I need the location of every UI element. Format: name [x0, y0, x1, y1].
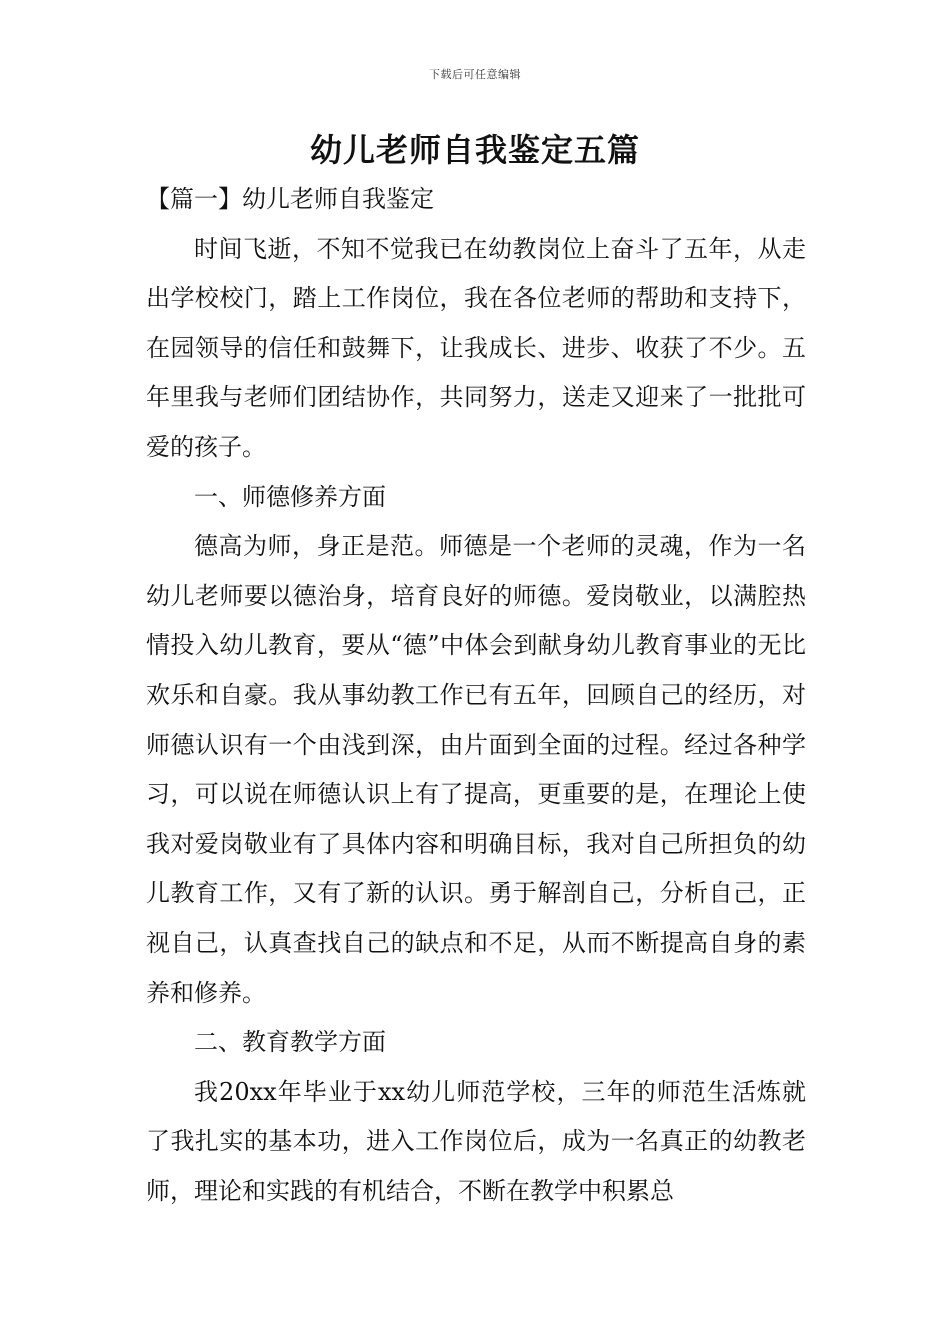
subheading-ethics: 一、师德修养方面: [194, 482, 386, 511]
section-heading: 【篇一】幼儿老师自我鉴定: [146, 185, 434, 213]
paragraph-teaching: 我20xx年毕业于xx幼儿师范学校，三年的师范生活炼就了我扎实的基本功，进入工作岗位后，成为一名真正的幼教老师，理论和实践的有机结合，不断在教学中积累总: [146, 1077, 806, 1205]
header-note: 下载后可任意编辑: [429, 68, 521, 81]
subheading-teaching: 二、教育教学方面: [194, 1028, 386, 1057]
document-body: [146, 175, 806, 1216]
paragraph-intro: 时间飞逝，不知不觉我已在幼教岗位上奋斗了五年，从走出学校校门，踏上工作岗位，我在各位老师的帮助和支持下，在园领导的信任和鼓舞下，让我成长、进步、收获了不少。五年里我与老师们团结协作，共同努力，送走又迎来了一批批可爱的孩子。: [146, 234, 806, 461]
document-title: 幼儿老师自我鉴定五篇: [309, 131, 640, 169]
paragraph-ethics: 德高为师，身正是范。师德是一个老师的灵魂，作为一名幼儿老师要以德治身，培育良好的师德。爱岗敬业，以满腔热情投入幼儿教育，要从“德”中体会到献身幼儿教育事业的无比欢乐和自豪。我从事幼教工作已有五年，回顾自己的经历，对师德认识有一个由浅到深，由片面到全面的过程。经过各种学习，可以说在师德认识上有了提高，更重要的是，在理论上使我对爱岗敬业有了具体内容和明确目标，我对自己所担负的幼儿教育工作，又有了新的认识。勇于解剖自己，分析自己，正视自己，认真查找自己的缺点和不足，从而不断提高自身的素养和修养。: [146, 532, 806, 1007]
